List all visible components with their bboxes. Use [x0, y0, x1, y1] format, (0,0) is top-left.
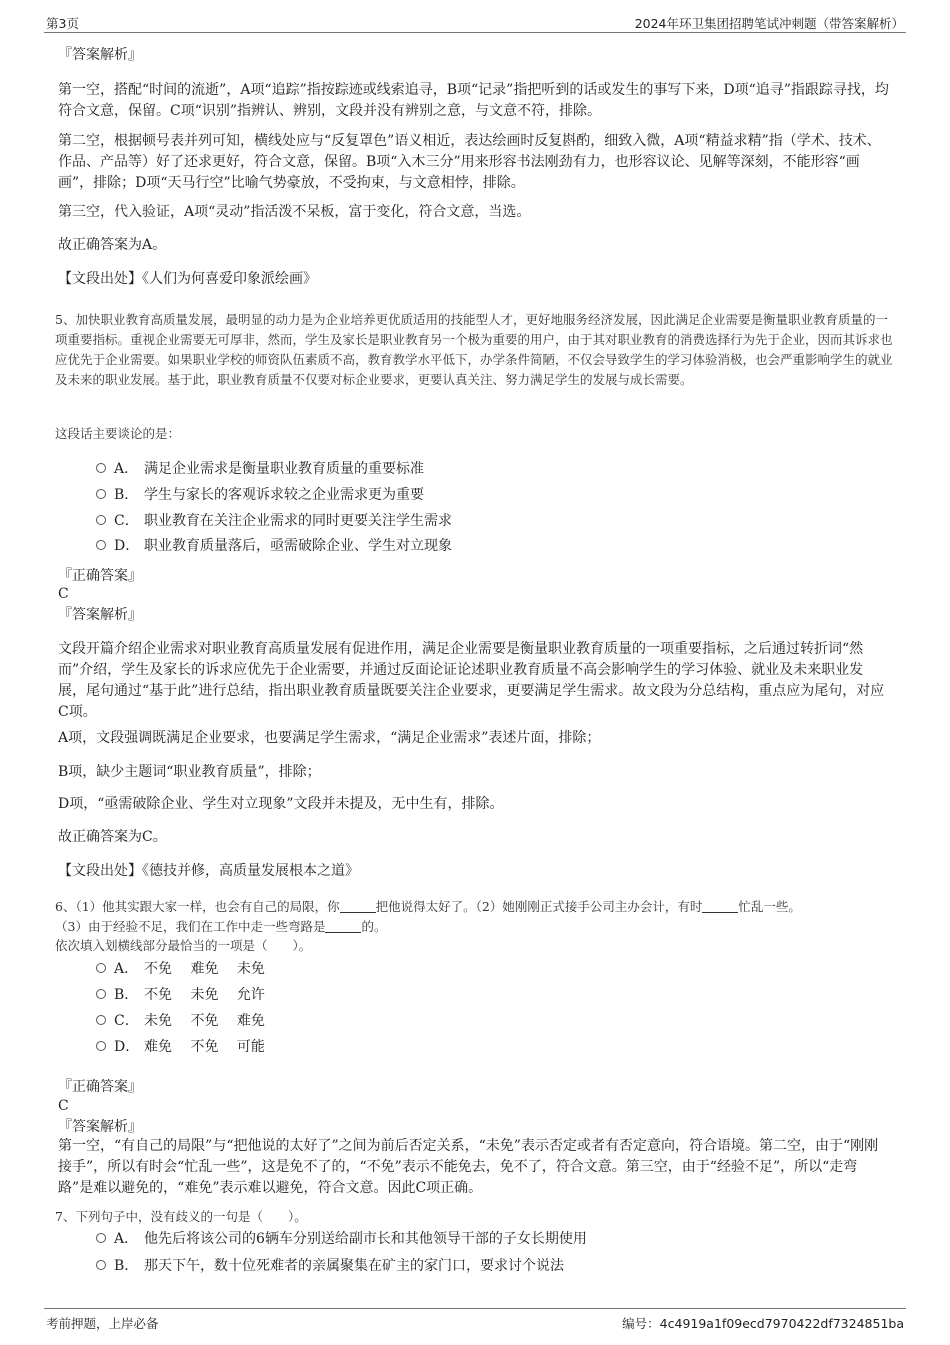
radio-icon[interactable]	[96, 489, 106, 499]
answer-blank	[340, 898, 376, 913]
analysis-heading: 『答案解析』	[58, 47, 142, 63]
radio-icon[interactable]	[96, 1015, 106, 1025]
source-citation: 【文段出处】《人们为何喜爱印象派绘画》	[58, 271, 317, 287]
answer-value: C	[58, 586, 69, 602]
option-b[interactable]: B． 那天下午，数十位死难者的亲属聚集在矿主的家门口，要求讨个说法	[96, 1256, 896, 1276]
analysis-heading: 『答案解析』	[58, 1119, 142, 1135]
source-citation: 【文段出处】《德技并修，高质量发展根本之道》	[58, 863, 359, 879]
analysis-paragraph: 故正确答案为A。	[58, 237, 167, 253]
option-b[interactable]: B． 学生与家长的客观诉求较之企业需求更为重要	[96, 485, 896, 505]
question-stem: 7、下列句子中，没有歧义的一句是（ ）。	[55, 1209, 307, 1224]
radio-icon[interactable]	[96, 963, 106, 973]
page-footer	[44, 1308, 906, 1333]
question-stem: 5、加快职业教育高质量发展，最明显的动力是为企业培养更优质适用的技能型人才，更好地服务经济发展，因此满足企业需要是衡量职业教育质量的一项重要指标。重视企业需要无可厚非，然而，学生及家长是职业教育另一个极为重要的用户，由于其对职业教育的消费选择行为先于企业，因而其诉求也应优先于企业需要。如果职业学校的师资队伍素质不高，教育教学水平低下，办学条件简陋，不仅会导致学生的学习体验消极，也会严重影响学生的就业及未来的职业发展。基于此，职业教育质量不仅要对标企业要求，更要认真关注、努力满足学生的发展与成长需要。	[55, 312, 893, 387]
radio-icon[interactable]	[96, 463, 106, 473]
analysis-paragraph: 文段开篇介绍企业需求对职业教育高质量发展有促进作用，满足企业需要是衡量职业教育质量的一项重要指标，之后通过转折词“然而”介绍，学生及家长的诉求应优先于企业需要，并通过反面论证论述职业教育质量不高会影响学生的学习体验、就业及未来职业发展，尾句通过“基于此”进行总结，指出职业教育质量既要关注企业要求，更要满足学生需求。故文段为分总结构，重点应为尾句，对应C项。	[58, 641, 885, 720]
option-a[interactable]: A． 他先后将该公司的6辆车分别送给副市长和其他领导干部的子女长期使用	[96, 1229, 896, 1249]
option-d[interactable]: D． 职业教育质量落后，亟需破除企业、学生对立现象	[96, 536, 896, 556]
analysis-paragraph: 第一空，“有自己的局限”与“把他说的太好了”之间为前后否定关系，“未免”表示否定或者有否定意向，符合语境。第二空，由于“刚刚接手”，所以有时会“忙乱一些”，这是免不了的，“不免”表示不能免去，免不了，符合文意。第三空，由于“经验不足”，所以“走弯路”是难以避免的，“难免”表示难以避免，符合文意。因此C项正确。	[58, 1138, 879, 1196]
question-stem: 6、（1）他其实跟大家一样，也会有自己的局限，你 把他说得太好了。（2）她刚刚正式接手公司主办会计，有时 忙乱一些。 （3）由于经验不足，我们在工作中走一些弯路是 的。	[55, 899, 801, 934]
question-prompt: 这段话主要谈论的是：	[55, 426, 181, 441]
radio-icon[interactable]	[96, 1041, 106, 1051]
answer-value: C	[58, 1098, 69, 1114]
radio-icon[interactable]	[96, 1233, 106, 1243]
analysis-paragraph: 第三空，代入验证，A项“灵动”指活泼不呆板，富于变化，符合文意，当选。	[58, 204, 531, 220]
answer-blank	[702, 898, 738, 913]
analysis-paragraph: 第二空，根据顿号表并列可知，横线处应与“反复罩色”语义相近，表达绘画时反复斟酌，细致入微，A项“精益求精”指（学术、技术、作品、产品等）好了还求更好，符合文意，保留。B项“入木三分”用来形容书法刚劲有力，也形容议论、见解等深刻，不能形容“画画”，排除；D项“天马行空”比喻气势豪放，不受拘束，与文意相悖，排除。	[58, 133, 881, 191]
analysis-paragraph: 第一空，搭配“时间的流逝”，A项“追踪”指按踪迹或线索追寻，B项“记录”指把听到的话或发生的事写下来，D项“追寻”指跟踪寻找，均符合文意，保留。C项“识别”指辨认、辨别，文段并没有辨别之意，与文意不符，排除。	[58, 82, 889, 119]
document-title: 2024年环卫集团招聘笔试冲刺题（带答案解析）	[634, 16, 904, 31]
analysis-paragraph: B项，缺少主题词“职业教育质量”，排除；	[58, 764, 321, 780]
analysis-paragraph: D项，“亟需破除企业、学生对立现象”文段并未提及，无中生有，排除。	[58, 796, 504, 812]
answer-blank	[325, 918, 361, 933]
option-a[interactable]: A． 不免 难免 未免	[96, 959, 896, 979]
radio-icon[interactable]	[96, 540, 106, 550]
analysis-paragraph: A项，文段强调既满足企业要求，也要满足学生需求，“满足企业需求”表述片面，排除；	[58, 730, 601, 746]
answer-heading: 『正确答案』	[58, 1079, 142, 1095]
option-b[interactable]: B． 不免 未免 允许	[96, 985, 896, 1005]
option-d[interactable]: D． 难免 不免 可能	[96, 1037, 896, 1057]
option-c[interactable]: C． 职业教育在关注企业需求的同时更要关注学生需求	[96, 511, 896, 531]
answer-heading: 『正确答案』	[58, 568, 142, 584]
question-prompt: 依次填入划横线部分最恰当的一项是（ ）。	[55, 938, 312, 953]
analysis-heading: 『答案解析』	[58, 607, 142, 623]
analysis-paragraph: 故正确答案为C。	[58, 829, 167, 845]
option-c[interactable]: C． 未免 不免 难免	[96, 1011, 896, 1031]
radio-icon[interactable]	[96, 989, 106, 999]
page-number: 第3页	[46, 16, 79, 31]
document-id: 编号：4c4919a1f09ecd7970422df7324851ba	[622, 1316, 904, 1331]
page-header	[44, 10, 906, 33]
option-a[interactable]: A． 满足企业需求是衡量职业教育质量的重要标准	[96, 459, 896, 479]
radio-icon[interactable]	[96, 1260, 106, 1270]
radio-icon[interactable]	[96, 515, 106, 525]
footer-slogan: 考前押题，上岸必备	[46, 1316, 159, 1331]
